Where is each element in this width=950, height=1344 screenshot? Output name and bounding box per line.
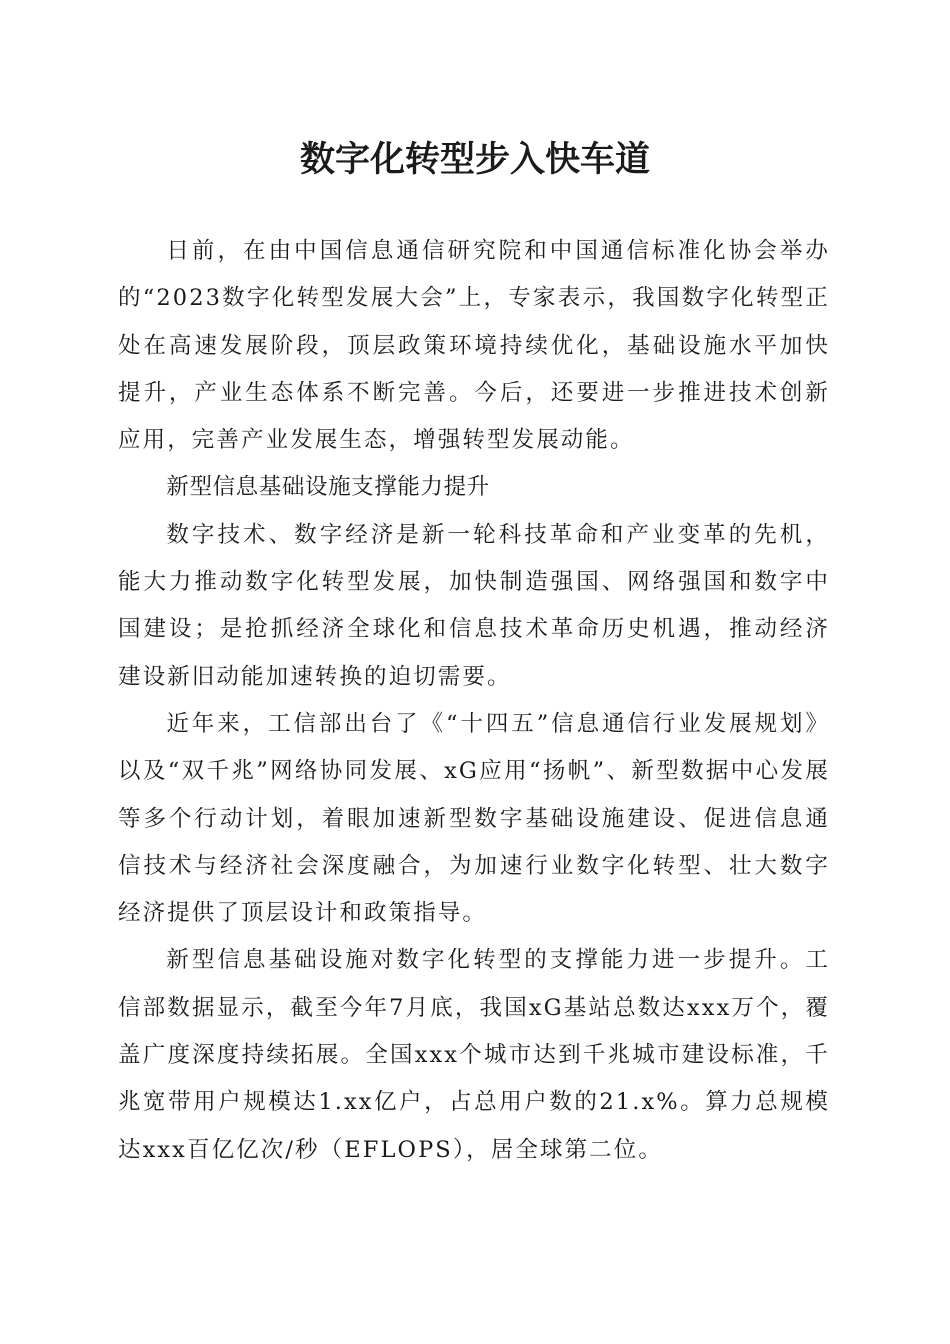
section-heading: 新型信息基础设施支撑能力提升 [166, 474, 490, 501]
document-title: 数字化转型步入快车道 [299, 139, 650, 180]
document-body [118, 228, 830, 1174]
paragraph-digital-tech: 数字技术、数字经济是新一轮科技革命和产业变革的先机，能大力推动数字化转型发展，加快制造强国、网络强国和数字中国建设；是抢抓经济全球化和信息技术革命历史机遇，推动经济建设新旧动能加速转换的迫切需要。 [118, 521, 830, 690]
paragraph-intro: 日前，在由中国信息通信研究院和中国通信标准化协会举办的“2023数字化转型发展大会”上，专家表示，我国数字化转型正处在高速发展阶段，顶层政策环境持续优化，基础设施水平加快提升，产业生态体系不断完善。今后，还要进一步推进技术创新应用，完善产业发展生态，增强转型发展动能。 [118, 238, 830, 454]
paragraph-policy: 近年来，工信部出台了《“十四五”信息通信行业发展规划》以及“双千兆”网络协同发展、xG应用“扬帆”、新型数据中心发展等多个行动计划，着眼加速新型数字基础设施建设、促进信息通信技术与经济社会深度融合，为加速行业数字化转型、壮大数字经济提供了顶层设计和政策指导。 [118, 710, 830, 927]
paragraph-infrastructure: 新型信息基础设施对数字化转型的支撑能力进一步提升。工信部数据显示，截至今年7月底，我国xG基站总数达xxx万个，覆盖广度深度持续拓展。全国xxx个城市达到千兆城市建设标准，千兆宽带用户规模达1.xx亿户，占总用户数的21.x%。算力总规模达xxx百亿亿次/秒（EFLOPS），居全球第二位。 [118, 947, 830, 1163]
